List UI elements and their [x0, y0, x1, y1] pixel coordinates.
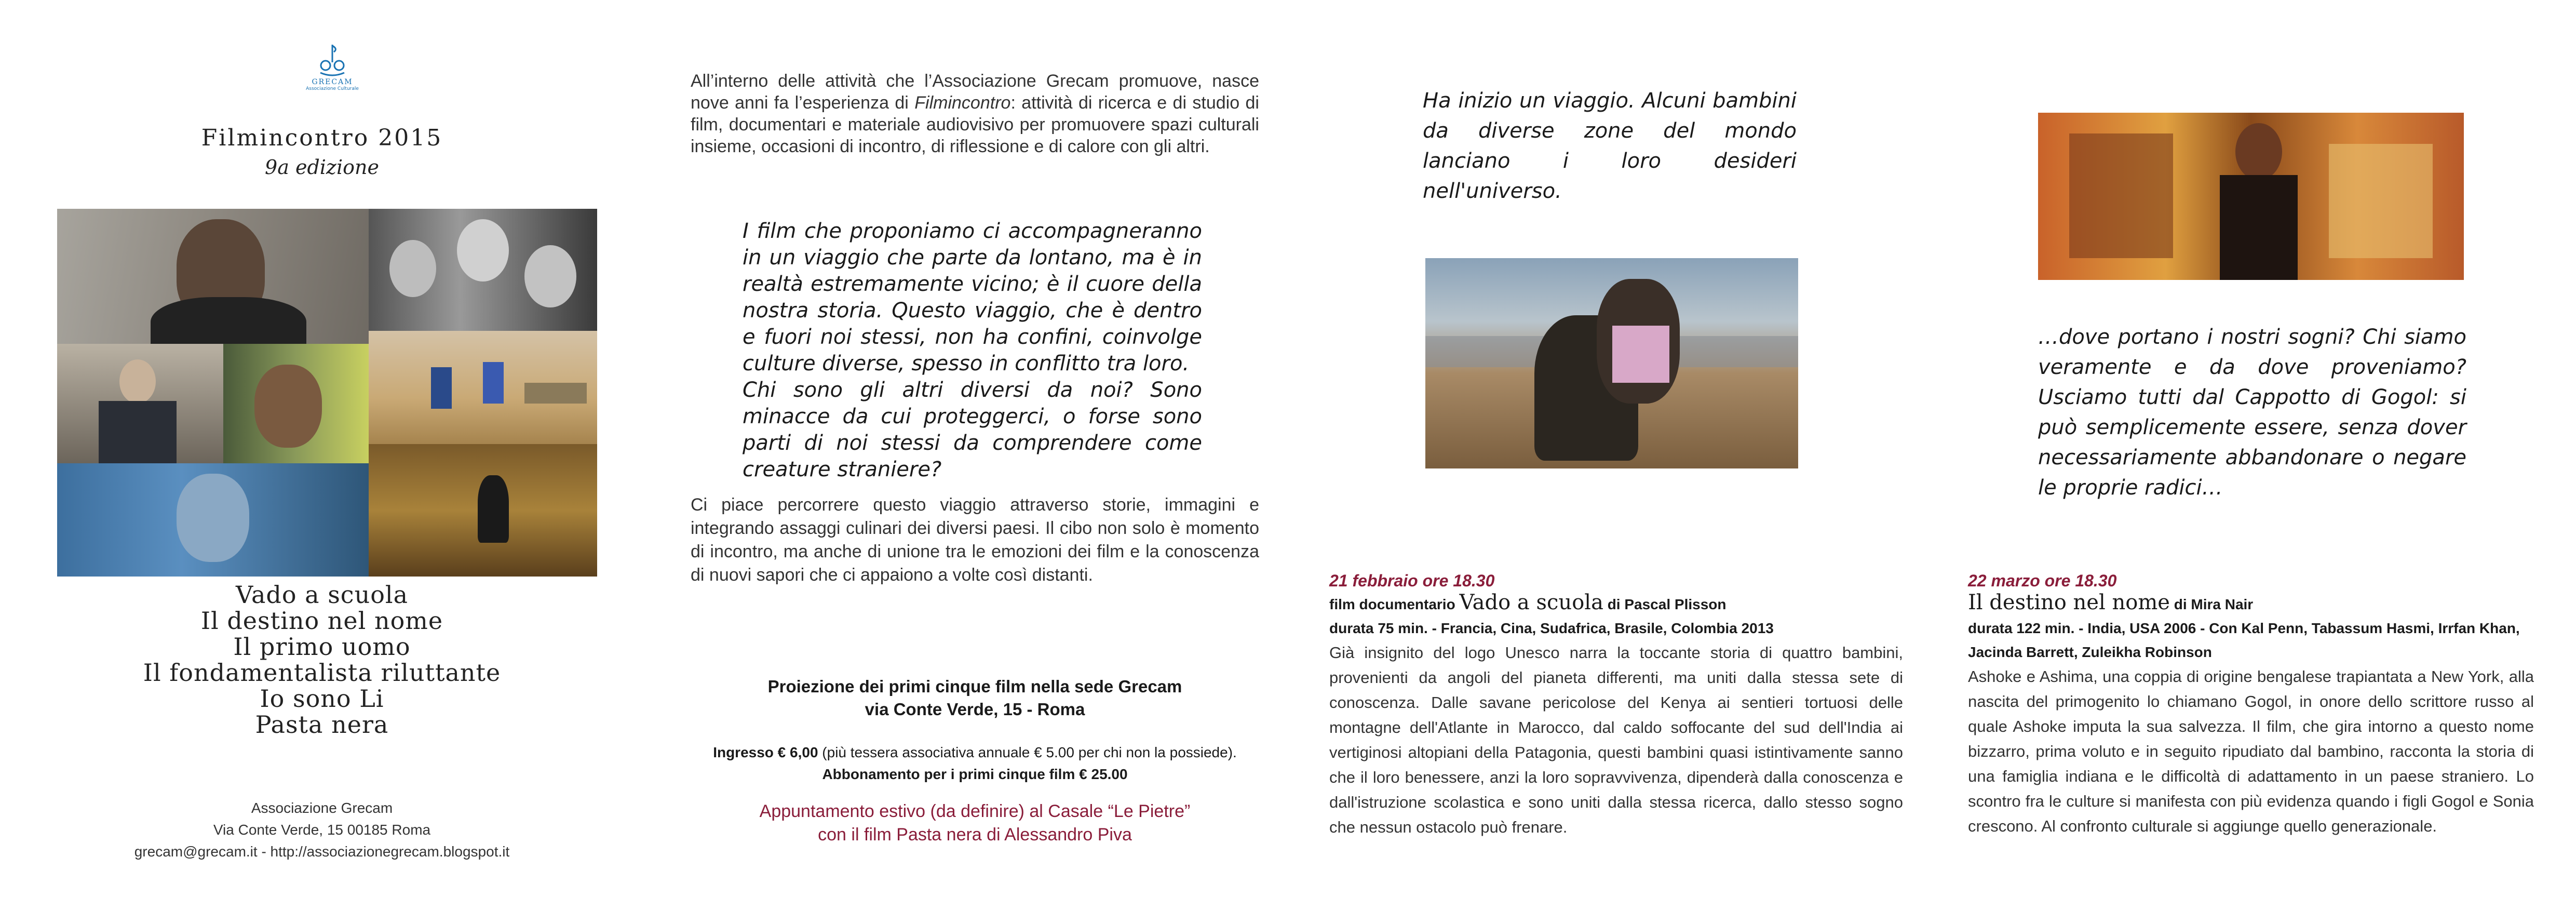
- film-title: Il destino nel nome: [1968, 591, 2170, 614]
- projection-line-2: via Conte Verde, 15 - Roma: [865, 700, 1085, 719]
- projection-info: [691, 675, 1259, 721]
- list-item: Il fondamentalista riluttante: [143, 659, 501, 687]
- dreams-intro: …dove portano i nostri sogni? Chi siamo veramente e da dove proveniamo? Usciamo tutti dal Cappotto di Gogol: si può semplicemente essere, senza dover necessariamente abbandonare o negare le proprie radici…: [2038, 325, 2466, 500]
- film-type: film documentario: [1329, 596, 1460, 612]
- summer-line-1: Appuntamento estivo (da definire) al Casale “Le Pietre”: [759, 801, 1191, 821]
- photo-children-running: [369, 331, 597, 444]
- film-heading: [1968, 591, 2534, 617]
- photo-man-blue-tint: [57, 463, 369, 577]
- price-ingresso-note: (più tessera associativa annuale € 5.00 per chi non la possiede).: [818, 744, 1237, 760]
- list-item: Il destino nel nome: [200, 607, 443, 635]
- intro-text-after: : attività di ricerca e di studio di film, documentari e materiale audiovisivo per promuovere spazi culturali insieme, occasioni di incontro, di riflessione e di calore con gli altri.: [691, 93, 1259, 156]
- list-item: Il primo uomo: [233, 633, 411, 661]
- photo-man-in-suit: [57, 344, 223, 463]
- grecam-logo-icon: [314, 42, 350, 78]
- association-contacts[interactable]: grecam@grecam.it - http://associazionegrecam.blogspot.it: [134, 843, 510, 860]
- price-abbonamento: [691, 763, 1259, 785]
- edition-label: 9a edizione: [265, 156, 379, 179]
- film-director: di Mira Nair: [2169, 596, 2254, 612]
- food-paragraph: Ci piace percorrere questo viaggio attraverso storie, immagini e integrando assaggi culinari dei diversi paesi. Il cibo non solo è momento di incontro, ma anche di unione tra le emozioni dei film e la conoscenza di nuovi sapori che ci appaiono a volte così distanti.: [691, 495, 1259, 585]
- film-description: Già insignito del logo Unesco narra la toccante storia di quattro bambini, provenienti da angoli del pianeta differenti, ma uniti dalla stessa sete di conoscenza. Dalle savane pericolose del Kenya ai sentieri tortuosi delle montagne dell'Atlante in Marocco, dal caldo soffocante del sud dell'India ai vertiginosi altopiani della Patagonia, questi bambini quasi istintivamente sanno che il loro benessere, anzi la loro sopravvivenza, dipenderà dalla conoscenza e dall'istruzione scolastica e sono uniti dalla stessa ricerca, dallo stesso sogno che nessun ostacolo può frenare.: [1329, 644, 1903, 836]
- film-entry-il-destino-nel-nome: [1968, 571, 2534, 839]
- intro-text-italic: Filmincontro: [914, 93, 1011, 113]
- price-ingresso: [691, 742, 1259, 763]
- price-info: [691, 742, 1259, 785]
- journey-intro: Ha inizio un viaggio. Alcuni bambini da diverse zone del mondo lanciano i loro desideri nell'universo.: [1423, 89, 1797, 203]
- quote-part-1: I film che proponiamo ci accompagneranno in un viaggio che parte da lontano, ma è in realtà estremamente vicino; è il cuore della nostra storia. Questo viaggio, che è dentro e fuori noi stessi, non ha confini, coinvolge culture diverse, spesso in conflitto tra loro.: [743, 219, 1202, 376]
- price-abbonamento-text: Abbonamento per i primi cinque film € 25.00: [822, 766, 1128, 782]
- logo-subtitle: Associazione Culturale: [306, 86, 359, 91]
- film-entry-vado-a-scuola: [1329, 571, 1903, 840]
- film-date: 21 febbraio ore 18.30: [1329, 571, 1495, 590]
- summer-line-2: con il film Pasta nera di Alessandro Piva: [818, 825, 1132, 845]
- association-name: Associazione Grecam: [251, 800, 393, 816]
- association-address: Via Conte Verde, 15 00185 Roma: [213, 822, 431, 838]
- photo-young-man-closeup: [223, 344, 369, 463]
- logo-name: GRECAM: [312, 78, 353, 86]
- quote-part-2: Chi sono gli altri diversi da noi? Sono minacce da cui proteggerci, o forse sono parti di noi stessi da comprendere come creature straniere?: [743, 378, 1202, 481]
- film-title: Vado a scuola: [1459, 591, 1603, 614]
- summer-event: [691, 800, 1259, 847]
- price-ingresso-amount: Ingresso € 6,00: [713, 744, 818, 760]
- quote-block: [743, 218, 1202, 483]
- film-director: di Pascal Plisson: [1603, 596, 1727, 612]
- film-date: 22 marzo ore 18.30: [1968, 571, 2117, 590]
- film-titles-list: [0, 582, 644, 738]
- film-details: durata 122 min. - India, USA 2006 - Con Kal Penn, Tabassum Hasmi, Irrfan Khan, Jacinda Barrett, Zuleikha Robinson: [1968, 620, 2520, 660]
- film-heading: [1329, 591, 1903, 617]
- grecam-logo: [304, 42, 361, 104]
- projection-line-1: Proiezione dei primi cinque film nella sede Grecam: [767, 677, 1182, 696]
- photo-man-against-wall: [57, 209, 369, 344]
- list-item: Io sono Li: [260, 685, 384, 713]
- photo-children-on-horse: [1425, 258, 1798, 468]
- intro-text-before: All’interno delle attività che l’Associazione Grecam promuove, nasce nove anni fa l’esperienza di: [691, 71, 1259, 113]
- list-item: Vado a scuola: [235, 581, 409, 609]
- photo-man-in-city: [2038, 113, 2464, 280]
- brochure-title: Filmincontro 2015: [201, 125, 443, 151]
- photo-children-bw: [369, 209, 597, 331]
- intro-paragraph: [691, 70, 1259, 157]
- list-item: Pasta nera: [255, 711, 389, 739]
- film-details: durata 75 min. - Francia, Cina, Sudafrica, Brasile, Colombia 2013: [1329, 620, 1774, 636]
- film-description: Ashoke e Ashima, una coppia di origine bengalese trapiantata a New York, alla nascita del primogenito lo chiamano Gogol, in onore dello scrittore russo al quale Ashoke imputa la sua salvezza. Il film, che gira intorno a questo nome bizzarro, prima voluto e in seguito ripudiato dal bambino, racconta la storia di una famiglia indiana e le difficoltà di adattamento in un paese straniero. Lo scontro fra le culture si manifesta con più evidenza quando i figli Gogol e Sonia crescono. Al confronto culturale si aggiunge quello generazionale.: [1968, 667, 2534, 835]
- association-info: [0, 797, 644, 863]
- photo-figure-kneeling: [369, 444, 597, 577]
